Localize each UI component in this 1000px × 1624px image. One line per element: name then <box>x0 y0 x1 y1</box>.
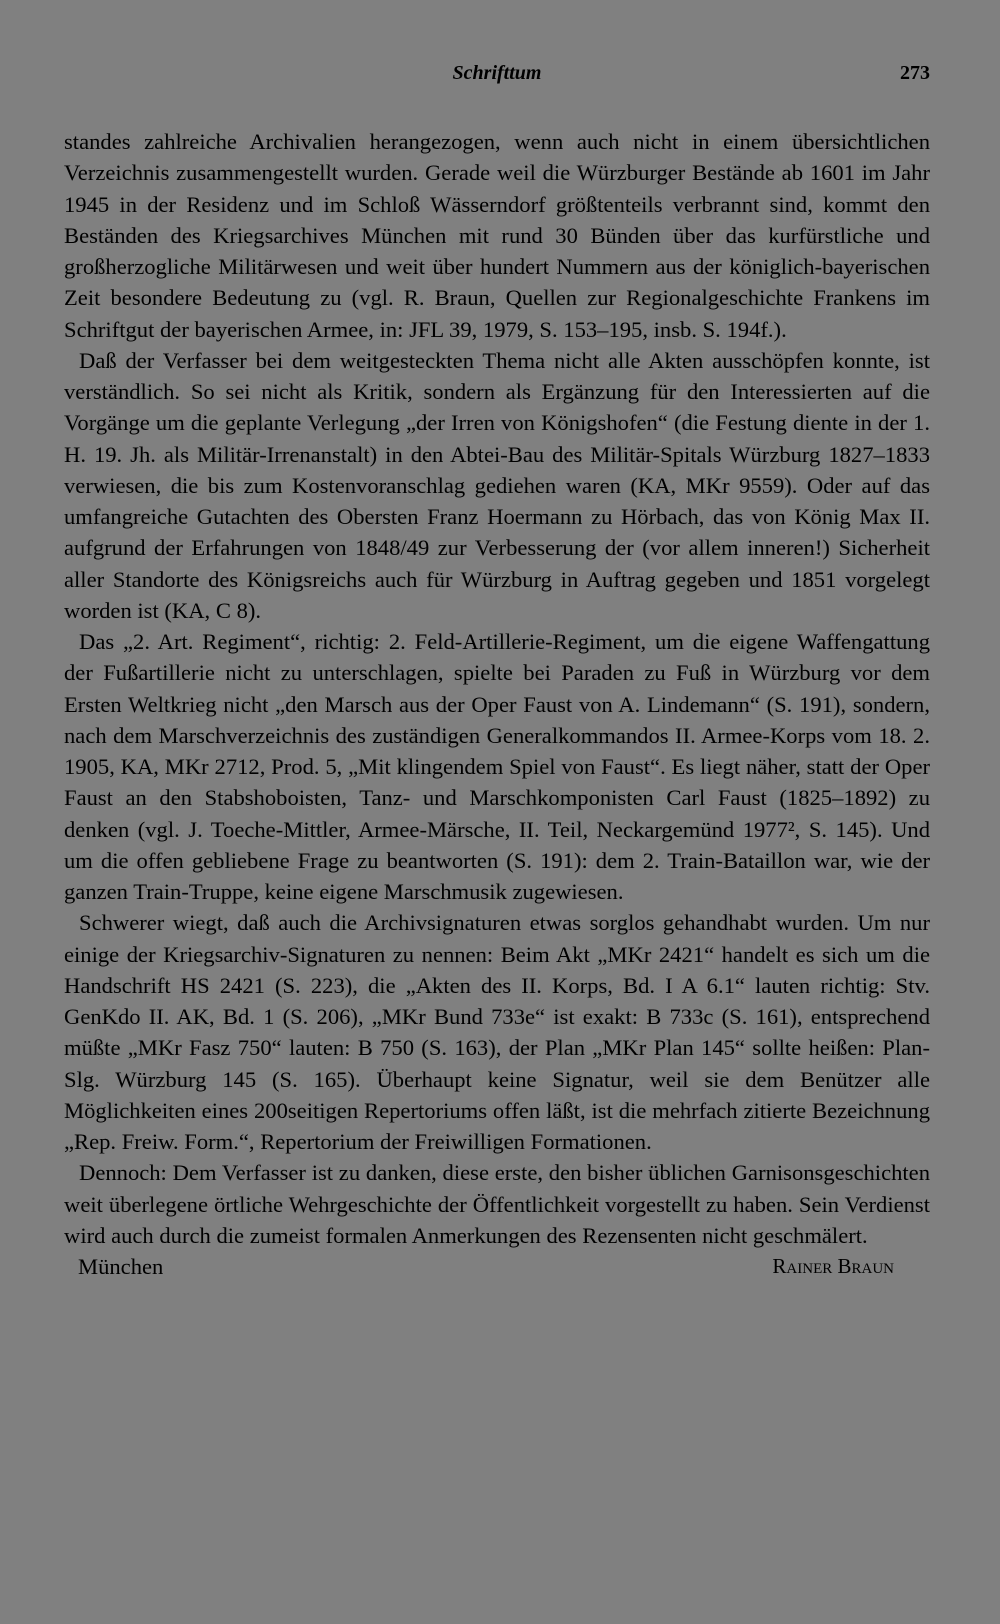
running-title: Schrifttum <box>452 62 542 84</box>
page-number: 273 <box>900 62 930 84</box>
paragraph: Daß der Verfasser bei dem weitgesteckten Thema nicht alle Akten ausschöpfen konnte, ist verständlich. So sei nicht als Kritik, sondern als Ergänzung für den Interessierten auf die Vorgänge um die geplante Verlegung „der Irren von Königshofen“ (die Festung diente in der 1. H. 19. Jh. als Militär-Irrenanstalt) in den Abtei-Bau des Militär-Spitals Würzburg 1827–1833 verwiesen, die bis zum Kostenvoranschlag gediehen waren (KA, MKr 9559). Oder auf das umfangreiche Gutachten des Obersten Franz Hoermann zu Hörbach, das von König Max II. aufgrund der Erfahrungen von 1848/49 zur Verbesserung der (vor allem inneren!) Sicherheit aller Standorte des Königsreichs auch für Würzburg in Auftrag gegeben und 1851 vorgelegt worden ist (KA, C 8). <box>64 347 930 623</box>
paragraph: Schwerer wiegt, daß auch die Archivsignaturen etwas sorglos gehandhabt wurden. Um nur einige der Kriegsarchiv-Signaturen zu nennen: Beim Akt „MKr 2421“ handelt es sich um die Handschrift HS 2421 (S. 223), die „Akten des II. Korps, Bd. I A 6.1“ lauten richtig: Stv. GenKdo II. AK, Bd. 1 (S. 206), „MKr Bund 733e“ ist exakt: B 733c (S. 161), entsprechend müßte „MKr Fasz 750“ lauten: B 750 (S. 163), der Plan „MKr Plan 145“ sollte heißen: Plan-Slg. Würzburg 145 (S. 165). Überhaupt keine Signatur, weil sie dem Benützer alle Möglichkeiten eines 200seitigen Repertoriums offen läßt, ist die mehrfach zitierte Bezeichnung „Rep. Freiw. Form.“, Repertorium der Freiwilligen Formationen. <box>64 910 930 1154</box>
signature-line <box>64 1251 930 1282</box>
paragraph: Das „2. Art. Regiment“, richtig: 2. Feld-Artillerie-Regiment, um die eigene Waffengattung der Fußartillerie nicht zu unterschlagen, spielte bei Paraden zu Fuß in Würzburg vor dem Ersten Weltkrieg nicht „den Marsch aus der Oper Faust von A. Lindemann“ (S. 191), sondern, nach dem Marschverzeichnis des zuständigen Generalkommandos II. Armee-Korps vom 18. 2. 1905, KA, MKr 2712, Prod. 5, „Mit klingendem Spiel von Faust“. Es liegt näher, statt der Oper Faust an den Stabshoboisten, Tanz- und Marschkomponisten Carl Faust (1825–1892) zu denken (vgl. J. Toeche-Mittler, Armee-Märsche, II. Teil, Neckargemünd 1977², S. 145). Und um die offen gebliebene Frage zu beantworten (S. 191): dem 2. Train-Bataillon war, wie der ganzen Train-Truppe, keine eigene Marschmusik zugewiesen. <box>64 629 930 904</box>
running-header <box>64 56 930 96</box>
paragraph: Dennoch: Dem Verfasser ist zu danken, diese erste, den bisher üblichen Garnisonsgeschichten weit überlegene örtliche Wehrgeschichte der Öffentlichkeit vorgestellt zu haben. Sein Verdienst wird auch durch die zumeist formalen Anmerkungen des Rezensenten nicht geschmälert. <box>64 1160 930 1248</box>
signature-place: München <box>78 1254 164 1279</box>
document-page <box>64 56 930 1282</box>
signature-author: Rainer Braun <box>772 1254 894 1278</box>
paragraph: standes zahlreiche Archivalien herangezogen, wenn auch nicht in einem übersichtlichen Verzeichnis zusammengestellt wurden. Gerade weil die Würzburger Bestände ab 1601 im Jahr 1945 in der Residenz und im Schloß Wässerndorf größtenteils verbrannt sind, kommt den Beständen des Kriegsarchives München mit rund 30 Bünden über das kurfürstliche und großherzogliche Militärwesen und weit über hundert Nummern aus der königlich-bayerischen Zeit besondere Bedeutung zu (vgl. R. Braun, Quellen zur Regionalgeschichte Frankens im Schriftgut der bayerischen Armee, in: JFL 39, 1979, S. 153–195, insb. S. 194f.). <box>64 129 930 342</box>
body-text <box>64 126 930 1251</box>
